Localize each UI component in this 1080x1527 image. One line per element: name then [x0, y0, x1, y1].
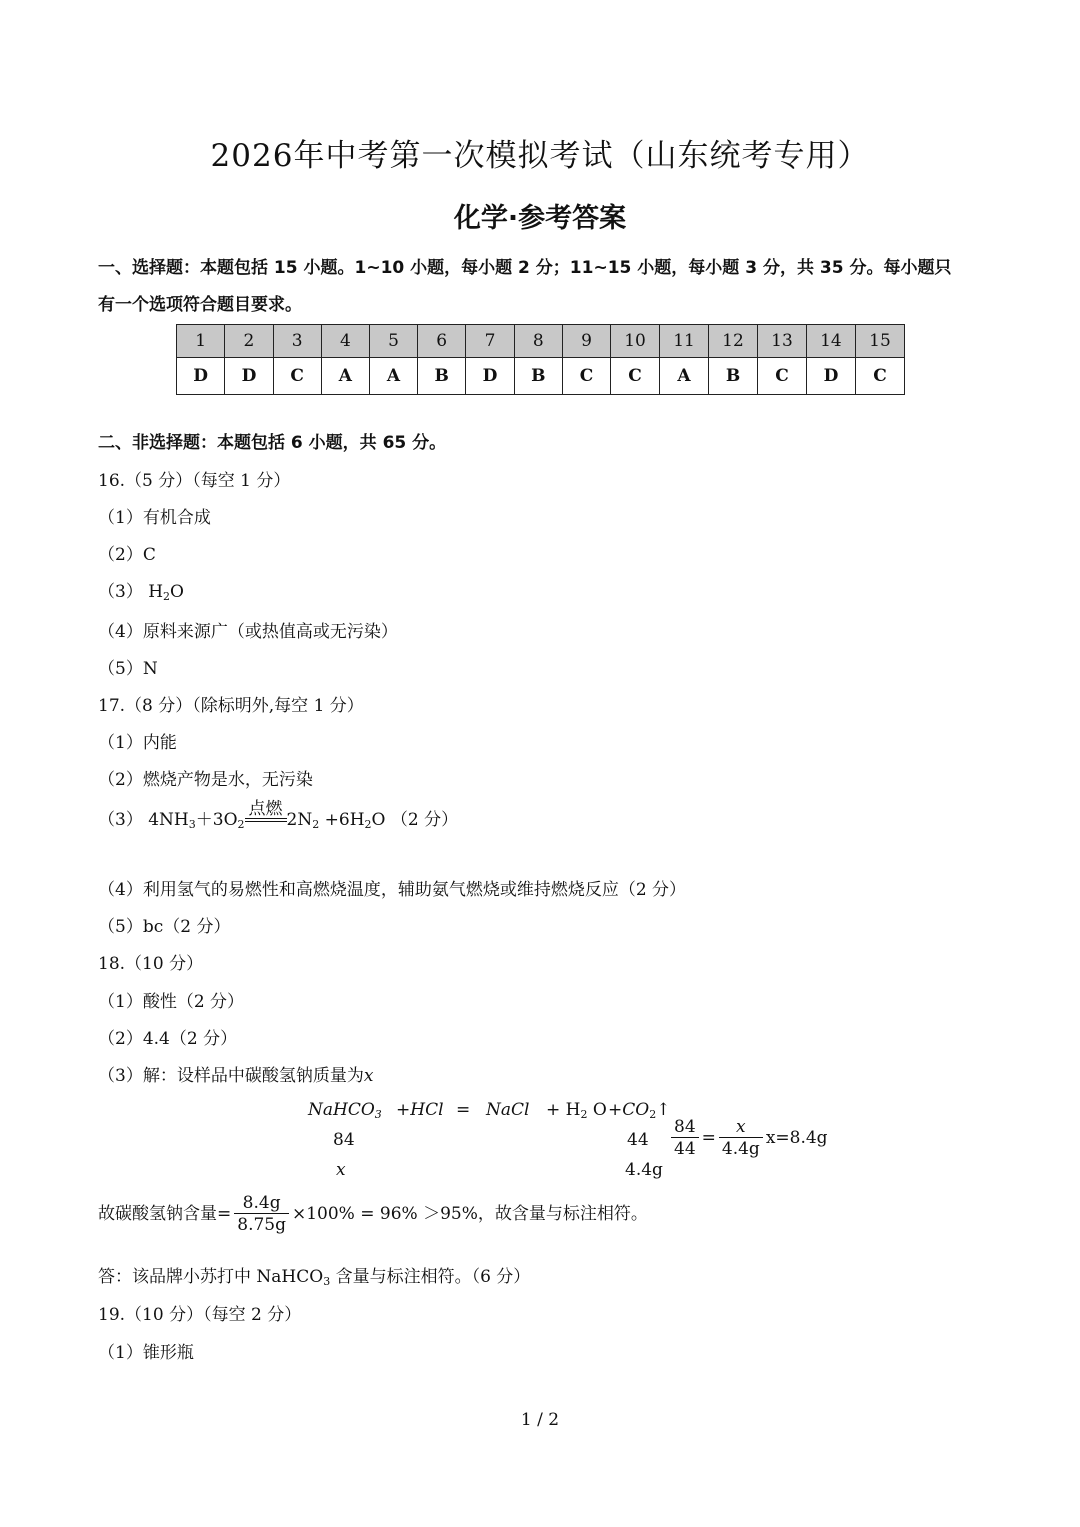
answer-cell: A [321, 358, 369, 395]
question-number: 11 [660, 325, 709, 358]
mass-4-4g: 4.4g [625, 1160, 663, 1180]
q16-answer-1: （1）有机合成 [98, 508, 211, 528]
answer-table-number-row [177, 325, 905, 358]
q17-answer-1: （1）内能 [98, 733, 177, 753]
subscript: 2 [364, 818, 372, 831]
answer-cell: C [611, 358, 660, 395]
gas-arrow-icon: ↑ [656, 1100, 671, 1120]
subscript: 2 [163, 590, 171, 603]
mass-44: 44 [627, 1130, 649, 1150]
section1-heading-line1: 一、选择题：本题包括 15 小题。1~10 小题，每小题 2 分；11~15 小题，每小题 3 分，共 35 分。每小题只 [98, 258, 952, 278]
content-prefix: 故碳酸氢钠含量= [98, 1204, 232, 1224]
formula-text: ＋3O [195, 810, 238, 830]
variable-x: x [363, 1066, 374, 1086]
numerator: 84 [671, 1117, 699, 1138]
subscript: 3 [323, 1275, 331, 1288]
answer-cell: D [466, 358, 514, 395]
eq-nahco3 [308, 1100, 382, 1120]
subscript: 3 [374, 1108, 382, 1121]
q17-answer-2: （2）燃烧产物是水，无污染 [98, 770, 313, 790]
q18-answer-3-text: （3）解：设样品中碳酸氢钠质量为 [98, 1066, 364, 1086]
answer-cell: D [177, 358, 225, 395]
q17-answer-3-label: （3） [98, 810, 143, 830]
answer-cell: C [273, 358, 321, 395]
q16-answer-3-prefix: （3） H [98, 582, 164, 602]
numerator: 8.4g [234, 1193, 289, 1214]
question-number: 3 [273, 325, 321, 358]
answer-cell: D [806, 358, 855, 395]
q17-answer-5: （5）bc（2 分） [98, 917, 231, 937]
subscript: 2 [649, 1108, 657, 1121]
final-answer-suffix: 含量与标注相符。（6 分） [330, 1267, 531, 1287]
answer-cell: D [225, 358, 273, 395]
content-suffix: ×100% = 96% ＞95%，故含量与标注相符。 [291, 1204, 648, 1224]
subscript: 2 [312, 818, 320, 831]
q18-answer-2: （2）4.4（2 分） [98, 1029, 238, 1049]
section1-heading-line2: 有一个选项符合题目要求。 [98, 295, 302, 315]
final-answer-prefix: 答：该品牌小苏打中 NaHCO [98, 1267, 324, 1287]
question-number: 6 [418, 325, 466, 358]
eq-h2o [546, 1100, 607, 1120]
question-number: 9 [562, 325, 610, 358]
subscript: 3 [188, 818, 196, 831]
product-h2o [319, 810, 458, 830]
subscript: 2 [580, 1108, 588, 1121]
answer-table-answer-row [177, 358, 905, 395]
subscript: 2 [237, 818, 245, 831]
question-number: 13 [757, 325, 806, 358]
q16-answer-4: （4）原料来源广（或热值高或无污染） [98, 622, 398, 642]
question-number: 8 [514, 325, 562, 358]
denominator: 4.4g [721, 1139, 760, 1159]
ratio-fraction-1 [671, 1117, 699, 1160]
product-n2 [287, 810, 320, 830]
q18-answer-1: （1）酸性（2 分） [98, 992, 245, 1012]
q18-final-answer [98, 1262, 530, 1287]
reactant-nh3 [148, 810, 196, 830]
ratio-equals: = [701, 1128, 716, 1148]
q16-answer-5: （5）N [98, 659, 158, 679]
q19-answer-1: （1）锥形瓶 [98, 1343, 194, 1363]
q16-answer-2: （2）C [98, 545, 156, 565]
q17-answer-3-equation [98, 800, 458, 830]
numerator: x [719, 1117, 763, 1138]
formula-text: NaHCO [308, 1100, 375, 1120]
ratio-equation [668, 1117, 828, 1160]
answer-cell: C [855, 358, 904, 395]
answer-table [176, 324, 905, 395]
q16-answer-3-suffix: O [170, 582, 184, 602]
mass-84: 84 [333, 1130, 355, 1150]
condition-text: 点燃 [248, 799, 283, 819]
section2-heading: 二、非选择题：本题包括 6 小题，共 65 分。 [98, 433, 447, 453]
answer-cell: C [757, 358, 806, 395]
denominator: 8.75g [237, 1215, 286, 1235]
answer-cell: A [660, 358, 709, 395]
mass-x: x [336, 1160, 346, 1180]
ratio-fraction-2 [719, 1117, 763, 1160]
question-number: 5 [369, 325, 417, 358]
question-number: 2 [225, 325, 273, 358]
question-number: 15 [855, 325, 904, 358]
q18-answer-3 [98, 1061, 373, 1086]
formula-text: +CO [608, 1100, 650, 1120]
reaction-condition [245, 800, 287, 830]
q18-title: 18.（10 分） [98, 954, 204, 974]
question-number: 12 [709, 325, 758, 358]
page-number: 1 / 2 [520, 1410, 560, 1430]
q17-title: 17.（8 分）（除标明外,每空 1 分） [98, 696, 364, 716]
question-number: 14 [806, 325, 855, 358]
page-title: 2026年中考第一次模拟考试（山东统考专用） [210, 138, 870, 174]
formula-text: O [587, 1100, 607, 1120]
q16-answer-3 [98, 577, 184, 602]
formula-text: + H [546, 1100, 581, 1120]
formula-text: 4NH [148, 810, 189, 830]
answer-cell: C [562, 358, 610, 395]
q17-answer-4: （4）利用氢气的易燃性和高燃烧温度，辅助氨气燃烧或维持燃烧反应（2 分） [98, 880, 687, 900]
reactant-o2 [196, 810, 245, 830]
content-fraction [234, 1193, 289, 1236]
answer-cell: A [369, 358, 417, 395]
eq-nacl: NaCl [486, 1100, 530, 1120]
q18-content-line [98, 1193, 648, 1236]
answer-cell: B [514, 358, 562, 395]
ratio-result: x=8.4g [765, 1128, 828, 1148]
answer-cell: B [709, 358, 758, 395]
formula-text: +6H [319, 810, 365, 830]
question-number: 1 [177, 325, 225, 358]
eq-co2 [608, 1100, 670, 1120]
question-number: 10 [611, 325, 660, 358]
formula-text: 2N [286, 810, 313, 830]
page-subtitle: 化学·参考答案 [453, 203, 627, 234]
denominator: 44 [674, 1139, 696, 1159]
question-number: 4 [321, 325, 369, 358]
eq-hcl: +HCl [396, 1100, 444, 1120]
eq-equals: = [456, 1100, 471, 1120]
q19-title: 19.（10 分）（每空 2 分） [98, 1305, 302, 1325]
formula-text: O （2 分） [371, 810, 459, 830]
answer-cell: B [418, 358, 466, 395]
question-number: 7 [466, 325, 514, 358]
q16-title: 16.（5 分）（每空 1 分） [98, 471, 291, 491]
